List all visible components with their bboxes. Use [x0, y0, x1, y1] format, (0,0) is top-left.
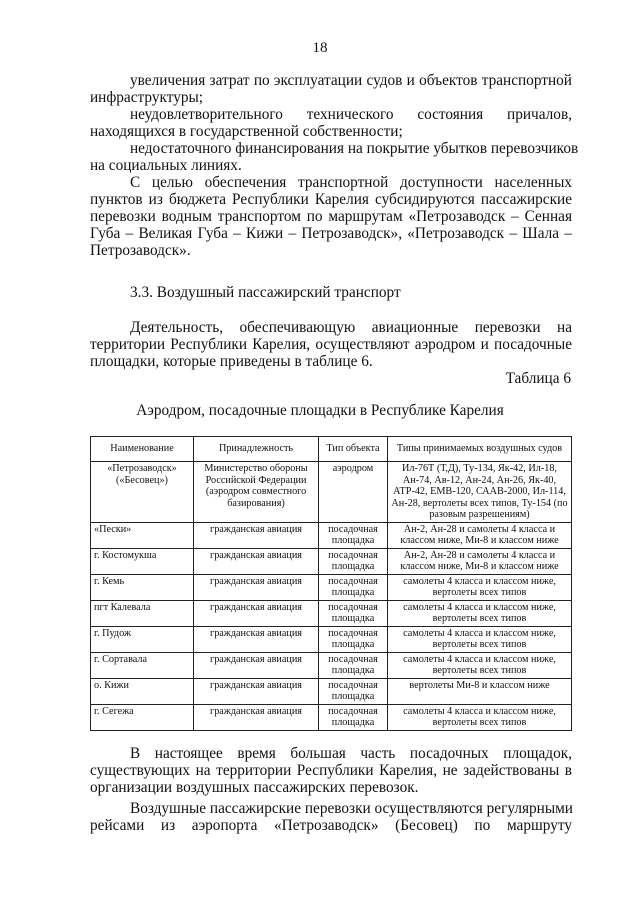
table-row — [91, 522, 572, 548]
cell-name: г. Костомукша — [91, 548, 194, 574]
cell-aircraft-types: Ил-76Т (Т,Д), Ту-134, Як-42, Ил-18, Ан-74, Ав-12, Ан-24, Ан-26, Як-40, АТР-42, ЕМВ-120, СААВ-2000, Ил-114, Ан-28, вертолеты всех типов, Ту-154 (по разовым разрешениям) — [388, 462, 572, 523]
cell-ownership: гражданская авиация — [194, 678, 319, 704]
cell-object-type: посадочная площадка — [319, 548, 388, 574]
text-line: перевозки водным транспортом по маршрутам «Петрозаводск – Сенная — [90, 208, 572, 225]
cell-name: пгт Калевала — [91, 600, 194, 626]
paragraph-5 — [90, 319, 572, 370]
cell-ownership: гражданская авиация — [194, 574, 319, 600]
cell-object-type: посадочная площадка — [319, 678, 388, 704]
text-line: находящихся в государственной собственности; — [90, 123, 403, 140]
cell-name: г. Сортавала — [91, 652, 194, 678]
page-number: 18 — [312, 40, 328, 56]
text-line: Воздушные пассажирские перевозки осуществляются регулярными — [130, 800, 573, 817]
text-line: на социальных линиях. — [90, 157, 242, 174]
cell-object-type: аэродром — [319, 462, 388, 523]
cell-ownership: гражданская авиация — [194, 704, 319, 730]
table-row — [91, 678, 572, 704]
text-line: Деятельность, обеспечивающую авиационные перевозки на — [130, 319, 572, 336]
table-row — [91, 652, 572, 678]
text-line: В настоящее время большая часть посадочных площадок, — [130, 745, 572, 762]
cell-name: «Пески» — [91, 522, 194, 548]
table-row — [91, 462, 572, 523]
text-line: пунктов из бюджета Республики Карелия субсидируются пассажирские — [90, 191, 572, 208]
cell-ownership: гражданская авиация — [194, 522, 319, 548]
cell-aircraft-types: самолеты 4 класса и классом ниже, вертолеты всех типов — [388, 574, 572, 600]
cell-aircraft-types: самолеты 4 класса и классом ниже, вертолеты всех типов — [388, 704, 572, 730]
table-row — [91, 574, 572, 600]
text-line: Губа – Великая Губа – Кижи – Петрозаводск», «Петрозаводск – Шала – — [90, 225, 572, 242]
cell-name: г. Пудож — [91, 626, 194, 652]
header-object-type: Тип объекта — [319, 437, 388, 462]
text-line: увеличения затрат по эксплуатации судов и объектов транспортной — [130, 72, 572, 89]
table-title: Аэродром, посадочные площадки в Республике Карелия — [136, 402, 504, 419]
text-line: неудовлетворительного технического состояния причалов, — [130, 106, 572, 123]
header-aircraft-types: Типы принимаемых воздушных судов — [388, 437, 572, 462]
header-name: Наименование — [91, 437, 194, 462]
cell-name: г. Сегежа — [91, 704, 194, 730]
table-row — [91, 600, 572, 626]
cell-object-type: посадочная площадка — [319, 574, 388, 600]
cell-ownership: гражданская авиация — [194, 600, 319, 626]
table-row — [91, 704, 572, 730]
text-line: организации воздушных пассажирских перевозок. — [90, 779, 419, 796]
cell-name: о. Кижи — [91, 678, 194, 704]
text-line: рейсами из аэропорта «Петрозаводск» (Бесовец) по маршруту — [90, 817, 572, 834]
paragraph-1 — [90, 72, 572, 106]
cell-ownership: гражданская авиация — [194, 548, 319, 574]
text-line: недостаточного финансирования на покрытие убытков перевозчиков — [130, 140, 579, 157]
paragraph-2 — [90, 106, 572, 140]
text-line: существующих на территории Республики Карелия, не задействованы в — [90, 762, 572, 779]
cell-ownership: гражданская авиация — [194, 652, 319, 678]
cell-ownership: Министерство обороны Российской Федерации (аэродром совместного базирования) — [194, 462, 319, 523]
airfields-table — [90, 436, 572, 731]
paragraph-6 — [90, 745, 572, 796]
cell-object-type: посадочная площадка — [319, 522, 388, 548]
text-line: инфраструктуры; — [90, 89, 204, 106]
cell-ownership: гражданская авиация — [194, 626, 319, 652]
paragraph-7 — [90, 800, 572, 834]
cell-object-type: посадочная площадка — [319, 600, 388, 626]
cell-name: г. Кемь — [91, 574, 194, 600]
cell-name: «Петрозаводск» («Бесовец») — [91, 462, 194, 523]
cell-aircraft-types: Ан-2, Ан-28 и самолеты 4 класса и классом ниже, Ми-8 и классом ниже — [388, 522, 572, 548]
text-line: территории Республики Карелия, осуществляют аэродром и посадочные — [90, 336, 572, 353]
table-row — [91, 626, 572, 652]
table-row — [91, 548, 572, 574]
table-header-row — [91, 437, 572, 462]
text-line: площадки, которые приведены в таблице 6. — [90, 353, 373, 370]
cell-aircraft-types: самолеты 4 класса и классом ниже, вертолеты всех типов — [388, 626, 572, 652]
cell-aircraft-types: вертолеты Ми-8 и классом ниже — [388, 678, 572, 704]
cell-object-type: посадочная площадка — [319, 704, 388, 730]
table-label: Таблица 6 — [505, 370, 571, 387]
cell-aircraft-types: самолеты 4 класса и классом ниже, вертолеты всех типов — [388, 600, 572, 626]
text-line: Петрозаводск». — [90, 242, 191, 259]
section-title: 3.3. Воздушный пассажирский транспорт — [130, 284, 401, 301]
cell-object-type: посадочная площадка — [319, 652, 388, 678]
text-line: С целью обеспечения транспортной доступности населенных — [130, 174, 572, 191]
cell-object-type: посадочная площадка — [319, 626, 388, 652]
cell-aircraft-types: Ан-2, Ан-28 и самолеты 4 класса и классом ниже, Ми-8 и классом ниже — [388, 548, 572, 574]
paragraph-4 — [90, 174, 572, 259]
paragraph-3 — [90, 140, 579, 174]
header-ownership: Принадлежность — [194, 437, 319, 462]
cell-aircraft-types: самолеты 4 класса и классом ниже, вертолеты всех типов — [388, 652, 572, 678]
